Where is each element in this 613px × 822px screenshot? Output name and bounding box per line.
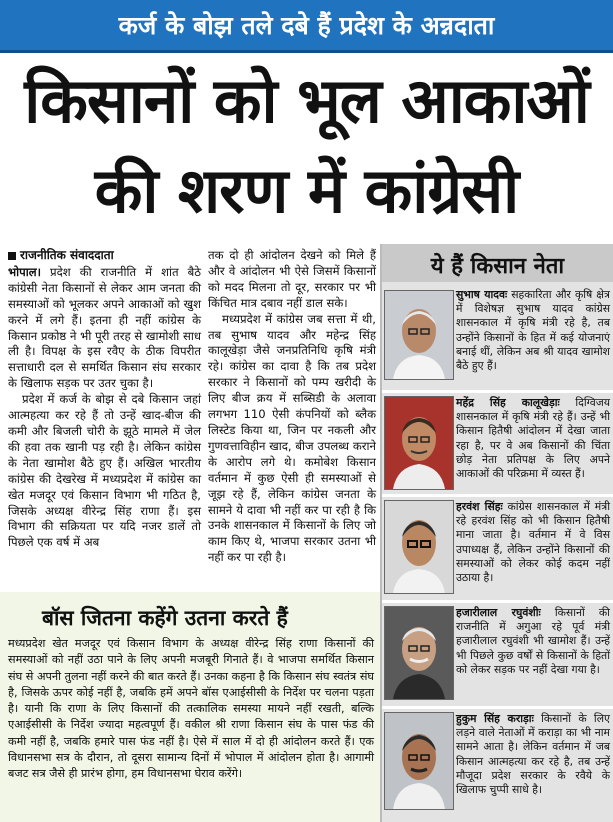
leader-desc: किसानों के लिए लड़ने वाले नेताओं में कराड़ा का भी नाम सामने आता है। लेकिन वर्तमान में जब किसान आत्महत्या कर रहे है, तब उन्हें मौजूदा प्रदेश सरकार के रवैये के खिलाफ चुप्पी साधे है।: [456, 712, 610, 797]
boss-box-text: मध्यप्रदेश खेत मजदूर एवं किसान विभाग के अध्यक्ष वीरेन्द्र सिंह राणा किसानों की समस्याओं को नहीं उठा पाने के लिए अपनी मजबूरी गिनाते हैं। वे भाजपा समर्थित किसान संघ से अपनी तुलना नहीं करने की बात करते हैं। उनका कहना है कि किसान संघ स्वतंत्र संघ है, जिसके ऊपर कोई नहीं है, जबकि हमें अपने बॉस एआईसीसी के निर्देश पर चलना पड़ता है। यानी कि राणा के लिए किसानों की तत्कालिक समस्या मायने नहीं रखती, बल्कि एआईसीसी के निर्देश ज्यादा महत्वपूर्ण हैं। वकील श्री राणा किसान संघ के पास फंड की कमी नहीं है, जबकि हमारे पास फंड नहीं है। ऐसे में साल में दो ही आंदोलन करते हैं। एक विधानसभा सत्र के दौरान, तो दूसरा सामान्य दिनों में भोपाल में आंदोलन होता है। आगामी बजट सत्र जैसे ही प्रारंभ होगा, हम विधानसभा घेराव करेंगे।: [8, 637, 374, 781]
portrait-icon: [385, 607, 453, 699]
byline: [8, 248, 201, 264]
leader-desc: कांग्रेस शासनकाल में मंत्री रहे हरवंश सिंह को भी किसान हितैषी माना जाता है। वर्तमान में वे विस उपाध्यक्ष हैं, लेकिन उन्होंने किसानों की समस्याओं को लेकर कोई कदम नहीं उठाया है।: [456, 500, 610, 585]
leader-text: [456, 712, 610, 797]
leader-desc: सहकारिता और कृषि क्षेत्र में विशेषज्ञ सुभाष यादव कांग्रेस शासनकाल में कृषि मंत्री रहे है, तब उन्होंने किसानों के हित में कई योजनाएं बनाई थीं, लेकिन अब श्री यादव खामोश बैठे हुए हैं।: [456, 288, 610, 373]
paragraph-text: प्रदेश की राजनीति में शांत बैठे कांग्रेसी नेता किसानों से लेकर आम जनता की समस्याओं को भूलकर अपने आकाओं को खुश करने में लगे हैं। इतना ही नहीं कांग्रेस के किसान प्रकोष्ठ ने भी पूरी तरह से खामोशी साध ली है। विपक्ष के इस रवैए के ठीक विपरीत सत्ताधारी दल से समर्थित किसान संघ सरकार के खिलाफ सड़क पर उतर चुका है।: [8, 264, 201, 391]
divider: [382, 494, 613, 497]
leader-photo: [384, 712, 454, 810]
kicker-banner: [0, 0, 613, 53]
portrait-icon: [385, 291, 453, 379]
article-column-2: [208, 248, 376, 566]
divider: [382, 706, 613, 709]
leader-photo: [384, 396, 454, 490]
leader-item: [382, 710, 613, 818]
leader-item: [382, 286, 613, 384]
paragraph: मध्यप्रदेश में कांग्रेस जब सत्ता में थी, तब सुभाष यादव और महेन्द्र सिंह कालूखेड़ा जैसे जनप्रतिनिधि कृषि मंत्री रहे। कांग्रेस का दावा है कि तब प्रदेश सरकार ने किसानों को पम्प खरीदी के लिए बीज क्रय में सब्सिडी के अलावा लगभग 110 ऐसी कंपनियों को ब्लैक लिस्टेड किया था, जिन पर नकली और गुणवत्ताविहीन खाद, बीज उपलब्ध कराने के आरोप लगे थे। कमोबेश किसान वर्तमान में कुछ ऐसी ही समस्याओं से जूझ रहे हैं, लेकिन कांग्रेस जनता के सामने ये दावा भी नहीं कर पा रही है कि उनके शासनकाल में किसानों के लिए जो काम किए थे, भाजपा सरकार उतना भी नहीं कर पा रही है।: [208, 311, 376, 565]
boss-box-title-text: बॉस जितना कहेंगे उतना करते हैं: [42, 606, 288, 630]
divider: [382, 600, 613, 603]
leader-name: हजारीलाल रघुवंशीः: [456, 606, 541, 619]
leader-item: [382, 498, 613, 598]
headline-line-2: की शरण में कांग्रेसी: [94, 154, 519, 227]
leader-desc: दिग्विजय शासनकाल में कृषि मंत्री रहे हैं। उन्हें भी किसान हितैषी आंदोलन में देखा जाता रहा है, पर वे अब किसानों की चिंता छोड़ नेता प्रतिपक्ष के लिए अपने आकाओं की परिक्रमा में व्यस्त हैं।: [456, 396, 610, 481]
boss-box-title: [0, 604, 380, 632]
dateline: भोपाल।: [8, 264, 41, 279]
divider: [382, 390, 613, 393]
leader-item: [382, 604, 613, 704]
kicker-text: कर्ज के बोझ तले दबे हैं प्रदेश के अन्नदाता: [118, 11, 495, 40]
leader-name: सुभाष यादवः: [456, 288, 508, 301]
portrait-icon: [385, 397, 453, 489]
sidebar-title: ये हैं किसान नेता: [430, 254, 565, 279]
leader-desc: किसानों की राजनीति में अगुआ रहे पूर्व मंत्री हजारीलाल रघुवंशी भी खामोश हैं। उन्हें भी पिछले कुछ वर्षों से किसानों के हितों को लेकर सड़क पर नहीं देखा गया है।: [456, 606, 610, 676]
portrait-icon: [385, 713, 453, 809]
paragraph: प्रदेश में कर्ज के बोझ से दबे किसान जहां आत्महत्या कर रहे हैं तो उन्हें खाद-बीज की कमी और बिजली चोरी के झूठे मामले में जेल की हवा तक खानी पड़ रही है। लेकिन कांग्रेस के नेता खामोश बैठे हुए हैं। अखिल भारतीय कांग्रेस की देखरेख में मध्यप्रदेश में कांग्रेस का खेत मजदूर एवं किसान विभाग भी गठित है, जिसके अध्यक्ष वीरेन्द्र सिंह राणा हैं। इस विभाग की सक्रियता पर यदि नजर डालें तो पिछले एक वर्ष में अब: [8, 392, 201, 550]
leader-text: [456, 288, 610, 373]
article-column-1: [8, 248, 201, 551]
leader-photo: [384, 290, 454, 380]
leader-text: [456, 500, 610, 585]
leader-name: महेंद्र सिंह कालूखेड़ाः: [456, 396, 560, 409]
sidebar-header: [382, 244, 613, 282]
portrait-icon: [385, 501, 453, 593]
leader-name: हुकुम सिंह कराड़ाः: [456, 712, 534, 725]
paragraph: तक दो ही आंदोलन देखने को मिले हैं और वे आंदोलन भी ऐसे जिसमें किसानों को मदद मिलना तो दूर, सरकार पर भी किंचित मात्र दबाव नहीं डाल सके।: [208, 248, 376, 310]
byline-square-icon: [8, 252, 16, 260]
leader-text: [456, 396, 610, 481]
leader-photo: [384, 606, 454, 700]
headline-line-1: किसानों को भूल आकाओं: [24, 64, 589, 137]
leader-text: [456, 606, 610, 677]
paragraph: [8, 265, 201, 392]
leader-photo: [384, 500, 454, 594]
leaders-sidebar: [382, 244, 613, 822]
byline-text: राजनीतिक संवाददाता: [20, 248, 114, 262]
leader-item: [382, 394, 613, 494]
leader-name: हरवंश सिंहः: [456, 500, 503, 513]
